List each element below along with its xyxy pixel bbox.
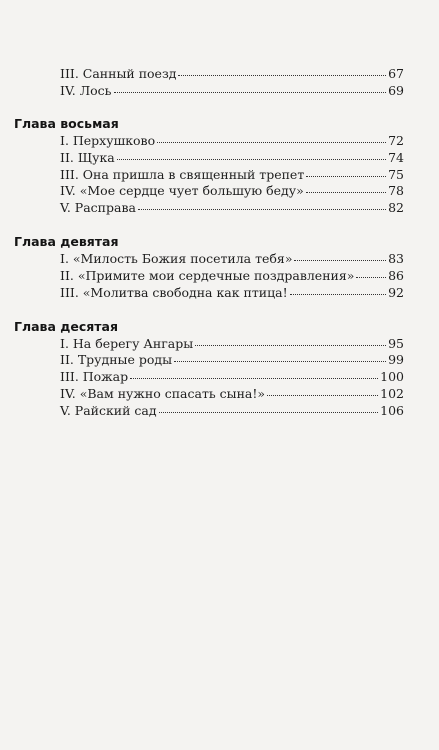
toc-entry-page: 100	[380, 369, 404, 384]
dot-leader	[114, 82, 387, 93]
dot-leader	[306, 182, 386, 193]
toc-entry-page: 106	[380, 403, 404, 418]
toc-entry-title: I. На берегу Ангары	[60, 336, 194, 351]
toc-entry-title: II. Трудные роды	[60, 352, 173, 367]
dot-leader	[174, 351, 386, 362]
toc-entry-page: 74	[388, 150, 404, 165]
dot-leader	[290, 284, 386, 295]
chapter-heading: Глава девятая	[14, 234, 119, 249]
toc-entry-title: IV. «Вам нужно спасать сына!»	[60, 386, 266, 401]
dot-leader	[267, 385, 378, 396]
toc-entry-title: I. Перхушково	[60, 133, 156, 148]
toc-entry-title: III. «Молитва свободна как птица!	[60, 285, 288, 300]
toc-entry	[60, 66, 404, 82]
toc-entry-page: 95	[388, 336, 404, 351]
toc-entry-page: 72	[388, 133, 404, 148]
toc-entry-title: IV. Лось	[60, 83, 112, 98]
toc-entry-title: III. Она пришла в священный трепет	[60, 167, 305, 182]
toc-entry-title: V. Расправа	[60, 200, 136, 215]
toc-entry-page: 83	[388, 251, 404, 266]
toc-entry	[60, 352, 404, 368]
toc-entry	[60, 150, 404, 166]
dot-leader	[157, 132, 386, 143]
toc-entry-title: IV. «Мое сердце чует большую беду»	[60, 183, 304, 198]
dot-leader	[356, 267, 386, 278]
dot-leader	[294, 250, 386, 261]
dot-leader	[117, 149, 386, 160]
toc-entry-title: III. Санный поезд	[60, 66, 177, 81]
dot-leader	[178, 65, 386, 76]
toc-entry	[60, 133, 404, 149]
toc-entry	[60, 83, 404, 99]
toc-entry	[60, 200, 404, 216]
toc-entry-title: III. Пожар	[60, 369, 129, 384]
toc-entry	[60, 183, 404, 199]
toc-entry	[60, 268, 404, 284]
toc-entry	[60, 403, 404, 419]
toc-entry-page: 102	[380, 386, 404, 401]
chapter-heading: Глава восьмая	[14, 116, 119, 131]
toc-entry-title: II. «Примите мои сердечные поздравления»	[60, 268, 355, 283]
dot-leader	[159, 402, 379, 413]
toc-entry	[60, 336, 404, 352]
chapter-heading: Глава десятая	[14, 319, 118, 334]
dot-leader	[138, 199, 386, 210]
toc-entry-title: II. Щука	[60, 150, 115, 165]
toc-entry-page: 75	[388, 167, 404, 182]
dot-leader	[130, 368, 378, 379]
toc-entry	[60, 167, 404, 183]
dot-leader	[195, 335, 386, 346]
dot-leader	[306, 166, 386, 177]
toc-entry-page: 92	[388, 285, 404, 300]
toc-entry-page: 82	[388, 200, 404, 215]
toc-entry-page: 69	[388, 83, 404, 98]
toc-entry	[60, 251, 404, 267]
toc-entry-page: 99	[388, 352, 404, 367]
toc-entry-title: I. «Милость Божия посетила тебя»	[60, 251, 293, 266]
toc-entry	[60, 369, 404, 385]
toc-entry-page: 67	[388, 66, 404, 81]
toc-entry	[60, 285, 404, 301]
toc-entry-page: 86	[388, 268, 404, 283]
toc-entry-title: V. Райский сад	[60, 403, 157, 418]
toc-entry	[60, 386, 404, 402]
toc-entry-page: 78	[388, 183, 404, 198]
